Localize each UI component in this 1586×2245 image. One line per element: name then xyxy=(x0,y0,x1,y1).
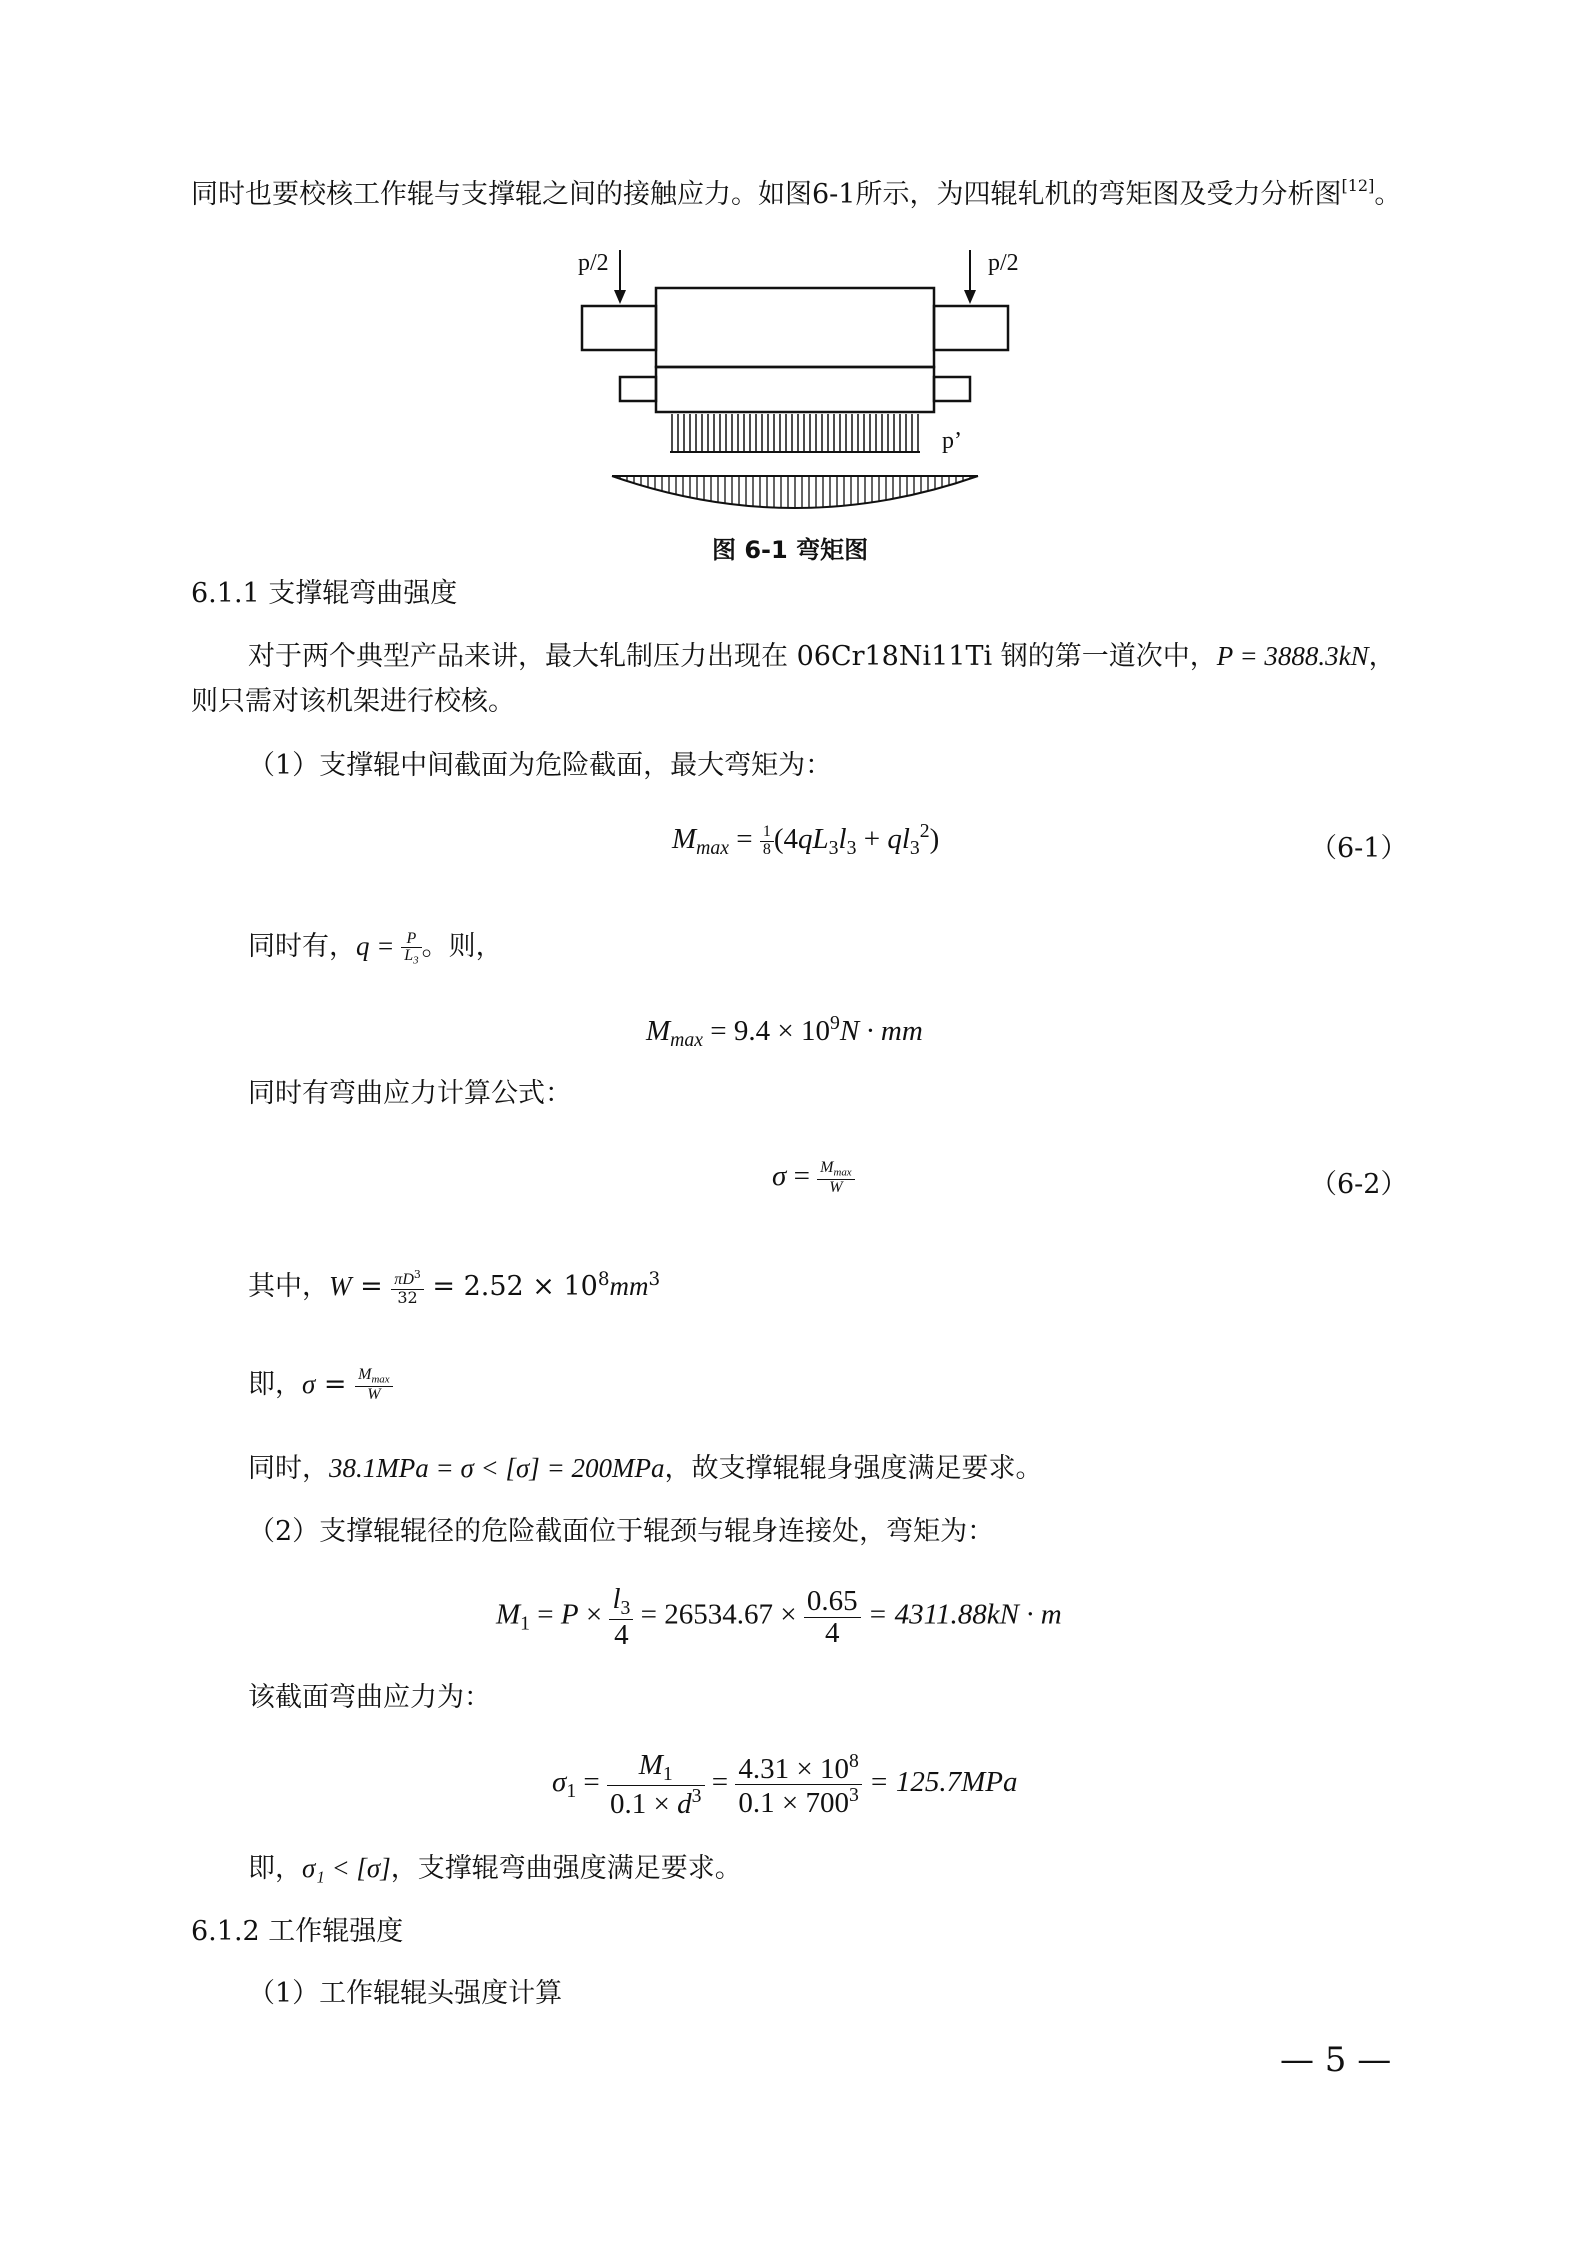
work-roll-right-neck xyxy=(934,306,1008,350)
right-load-arrowhead xyxy=(964,290,976,304)
sigma1-den-exp: 3 xyxy=(848,1783,859,1806)
sigma1-den: 0.1 × 700 xyxy=(738,1786,849,1819)
equation-sigma1: $\sigma_1$ = $\frac{M_1}{0.1 \times d^3}$ = $\frac{4.31 \times 10^8}{0.1 \times 700^3}$ = 125.7MPa xyxy=(552,1749,1018,1820)
list-item-3: （1）工作辊辊头强度计算 xyxy=(248,1978,563,2009)
q-post: 。则， xyxy=(421,931,503,962)
w-number: = 2.52 × 10 xyxy=(432,1271,598,1303)
list-item-1: （1）支撑辊中间截面为危险截面，最大弯矩为： xyxy=(248,750,833,781)
equation-6-1: $M_{max}$ = $\frac{1}{8}$ $(4qL_3l_3 + ql_3^2)$ xyxy=(672,820,940,859)
sigma1-num: 4.31 × 10 xyxy=(738,1752,849,1785)
equation-number-6-1: （6-1） xyxy=(1310,833,1408,864)
sigma1-check-formula: σ₁ < [σ] xyxy=(302,1853,391,1883)
sigma1-end: = 125.7MPa xyxy=(869,1766,1018,1799)
max-force-end: ， xyxy=(1368,641,1396,672)
max-force-text: 对于两个典型产品来讲，最大轧制压力出现在 06Cr18Ni11Ti 钢的第一道次中， xyxy=(248,641,1217,672)
intro-text: 同时也要校核工作辊与支撑辊之间的接触应力。如图6-1所示，为四辊轧机的弯矩图及受力分析图 xyxy=(191,179,1342,210)
section-heading-6-1-2: 6.1.2 工作辊强度 xyxy=(191,1916,404,1947)
figure-6-1 xyxy=(560,240,1020,530)
m1-num: 0.65 xyxy=(804,1586,861,1617)
paragraph-bending-formula: 同时有弯曲应力计算公式： xyxy=(248,1078,572,1109)
q-pre: 同时有， xyxy=(248,931,356,962)
sigma-check-pre: 同时， xyxy=(248,1453,329,1484)
m-max-number: = 9.4 × 10 xyxy=(710,1014,830,1047)
max-force-value: P = 3888.3kN xyxy=(1216,641,1369,671)
m-max-unit: N · mm xyxy=(839,1014,923,1047)
work-roll-body xyxy=(656,288,934,367)
sigma-pre: 即， xyxy=(248,1369,302,1400)
equation-number-6-2: （6-2） xyxy=(1310,1169,1408,1200)
equation-m-max-value: $M_{max} = 9.4 \times 10^9N$ · mm xyxy=(646,1012,923,1051)
sigma1-check-pre: 即， xyxy=(248,1853,302,1884)
paragraph-w-definition: 其中，W = $\frac{\pi D^3}{32}$ = $2.52 \times 10^8mm^3$ xyxy=(248,1267,661,1307)
paragraph-sigma1-check xyxy=(248,1850,742,1887)
moment-diagram xyxy=(612,476,978,508)
left-load-arrowhead xyxy=(614,290,626,304)
paragraph-sigma-check xyxy=(248,1450,1043,1487)
right-load-label: p/2 xyxy=(988,250,1019,276)
left-load-label: p/2 xyxy=(578,250,609,276)
sigma-check-formula: 38.1MPa = σ < [σ] = 200MPa xyxy=(329,1453,665,1483)
paragraph-check-stand: 则只需对该机架进行校核。 xyxy=(191,686,515,717)
equation-6-2: σ = $\frac{M_{max}}{W}$ xyxy=(772,1160,855,1197)
sigma-check-post: ，故支撑辊辊身强度满足要求。 xyxy=(664,1453,1043,1484)
support-roll-right-neck xyxy=(934,377,970,401)
pressure-hatch xyxy=(672,414,918,452)
w-unit: mm xyxy=(609,1271,649,1302)
list-item-2: （2）支撑辊辊径的危险截面位于辊颈与辊身连接处，弯矩为： xyxy=(248,1516,995,1547)
w-unit-exp: 3 xyxy=(648,1269,661,1290)
page-number: — 5 — xyxy=(1280,2040,1392,2080)
support-roll-body xyxy=(656,367,934,412)
w-pre: 其中， xyxy=(248,1271,329,1303)
support-roll-left-neck xyxy=(620,377,656,401)
sigma1-check-post: ，支撑辊弯曲强度满足要求。 xyxy=(390,1853,742,1884)
work-roll-left-neck xyxy=(582,306,656,350)
m1-end: = 4311.88kN · m xyxy=(867,1598,1062,1631)
equation-m1: $M_1 = P$ × $\frac{l_3}{4}$ = 26534.67 × $\frac{0.65}{4}$ = 4311.88kN · m xyxy=(496,1583,1062,1651)
figure-caption: 图 6-1 弯矩图 xyxy=(712,536,869,564)
w-exp: 8 xyxy=(597,1269,610,1290)
m1-den: 4 xyxy=(824,1616,840,1649)
citation-ref: [12] xyxy=(1341,176,1375,195)
paragraph-intro xyxy=(191,168,1401,213)
m-max-exp: 9 xyxy=(829,1012,840,1034)
paragraph-q-definition xyxy=(248,928,503,967)
moment-hatch xyxy=(620,476,970,508)
m1-mid: = 26534.67 × xyxy=(640,1598,797,1631)
sigma1-num-exp: 8 xyxy=(848,1749,859,1772)
paragraph-section-stress: 该截面弯曲应力为： xyxy=(248,1682,491,1713)
section-heading-6-1-1: 6.1.1 支撑辊弯曲强度 xyxy=(191,578,458,609)
paragraph-max-force xyxy=(248,638,1396,675)
q-formula: q = $\frac{P}{L_3}$ xyxy=(356,931,422,961)
pressure-label: p’ xyxy=(942,428,962,454)
intro-end: 。 xyxy=(1374,179,1402,210)
paragraph-sigma: 即，σ = $\frac{M_{max}}{W}$ xyxy=(248,1366,393,1404)
